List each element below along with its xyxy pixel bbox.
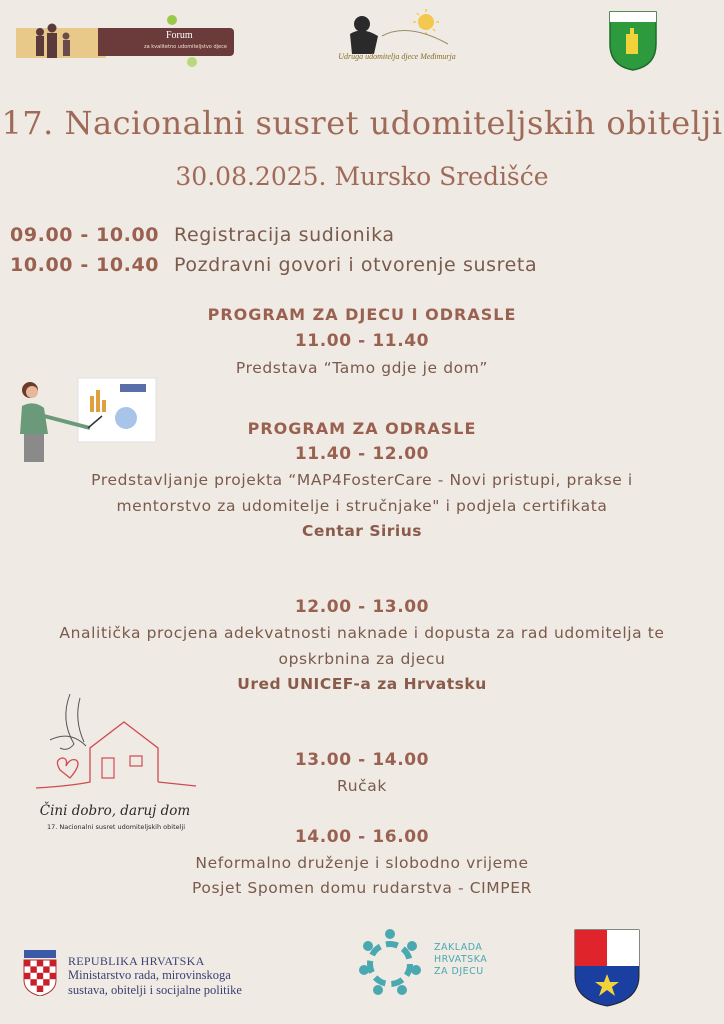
forum-logo xyxy=(16,14,234,70)
program-text: opskrbnina za djecu xyxy=(278,650,446,668)
section-heading-adults: PROGRAM ZA ODRASLE xyxy=(247,419,477,438)
schedule-time: 10.00 - 10.40 xyxy=(10,254,160,276)
program-text: Posjet Spomen domu rudarstva - CIMPER xyxy=(192,879,532,897)
zaklada-line1: ZAKLADA xyxy=(434,942,483,953)
page-title: 17. Nacionalni susret udomiteljskih obitelji xyxy=(1,104,723,142)
schedule-text: Pozdravni govori i otvorenje susreta xyxy=(174,254,538,276)
program-text: mentorstvo za udomitelje i stručnjake" i podjela certifikata xyxy=(116,497,608,515)
schedule-text: Registracija sudionika xyxy=(174,224,395,246)
forum-logo-title: Forum xyxy=(166,30,193,41)
program-text: Predstavljanje projekta “MAP4FosterCare - Novi pristupi, prakse i xyxy=(91,471,633,489)
program-time: 11.40 - 12.00 xyxy=(294,444,430,464)
program-text: Ručak xyxy=(337,777,387,795)
croatian-coat-of-arms-icon xyxy=(22,950,58,996)
udruga-logo-text: Udruga udomitelja djece Međimurja xyxy=(338,52,456,61)
ministry-logo xyxy=(22,950,292,1000)
program-time: 14.00 - 16.00 xyxy=(294,827,430,847)
zaklada-line3: ZA DJECU xyxy=(434,966,484,977)
program-time: 12.00 - 13.00 xyxy=(294,597,430,617)
forum-logo-subtitle: za kvalitetno udomiteljstvo djece xyxy=(144,44,227,50)
section-heading-children: PROGRAM ZA DJECU I ODRASLE xyxy=(207,305,517,324)
parent-child-sun-icon xyxy=(338,8,456,56)
udruga-logo xyxy=(338,8,456,70)
program-organizer: Ured UNICEF-a za Hrvatsku xyxy=(237,675,487,693)
program-time: 11.00 - 11.40 xyxy=(294,331,430,351)
tagline-subtitle: 17. Nacionalni susret udomiteljskih obitelji xyxy=(46,823,186,831)
program-text: Predstava “Tamo gdje je dom” xyxy=(235,359,489,377)
zaklada-logo xyxy=(352,926,502,1002)
program-text: Neformalno druženje i slobodno vrijeme xyxy=(195,854,529,872)
zaklada-line2: HRVATSKA xyxy=(434,954,488,965)
tagline: Čini dobro, daruj dom xyxy=(39,803,191,819)
program-organizer: Centar Sirius xyxy=(301,522,423,540)
county-crest-icon xyxy=(573,928,641,1008)
ministry-name-line1: Ministarstvo rada, mirovinskoga xyxy=(68,968,231,982)
program-text: Analitička procjena adekvatnosti naknade i dopusta za rad udomitelja te xyxy=(59,624,665,642)
schedule-time: 09.00 - 10.00 xyxy=(10,224,160,246)
schedule-row xyxy=(10,254,537,276)
municipal-crest-icon xyxy=(608,10,658,72)
ministry-name-line2: sustava, obitelji i socijalne politike xyxy=(68,983,242,997)
date-place: 30.08.2025. Mursko Središće xyxy=(175,162,549,191)
program-time: 13.00 - 14.00 xyxy=(294,750,430,770)
schedule-row xyxy=(10,224,395,246)
circle-of-people-icon xyxy=(352,926,428,1002)
ministry-country: REPUBLIKA HRVATSKA xyxy=(68,954,205,968)
